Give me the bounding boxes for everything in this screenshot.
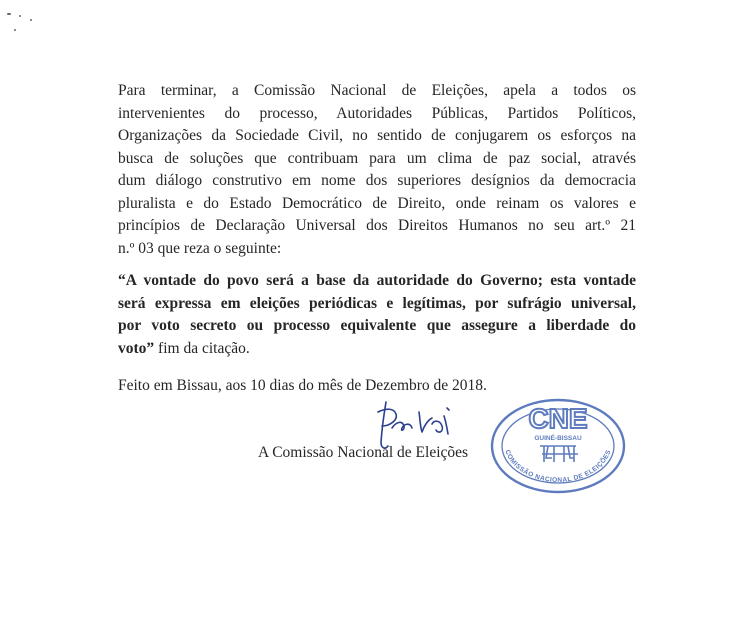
official-stamp [488,398,628,496]
closing-line: Feito em Bissau, aos 10 dias do mês de Dezembro de 2018. [118,377,487,394]
text-line: Organizações da Sociedade Civil, no sentido de conjugarem os esforços na [118,127,636,144]
signatory-name: A Comissão Nacional de Eleições [258,444,469,461]
text-line: Para terminar, a Comissão Nacional de Eleições, apela a todos os [118,82,636,99]
text-line: busca de soluções que contribuam para um clima de paz social, através [118,149,636,167]
quote-line: será expressa em eleições periódicas e legítimas, por sufrágio universal, [118,294,636,312]
quote-line: voto” [118,339,155,357]
text-line: intervenientes do processo, Autoridades Públicas, Partidos Políticos, [118,104,636,122]
quotation-paragraph [118,270,636,360]
place-date-line [118,375,636,398]
stamp-emblem [540,446,578,462]
scan-speck [14,29,16,31]
stamp-logo-text: CNE [528,403,588,434]
scan-speck [30,19,32,21]
quote-line: “A vontade do povo será a base da autoridade do Governo; esta vontade [118,272,636,289]
scan-speck [7,13,11,15]
scan-speck [19,15,21,17]
quote-end-text: fim da citação. [154,339,250,357]
text-line: dum diálogo construtivo em nome dos superiores desígnios da democracia [118,172,636,189]
signatory-line [258,443,468,463]
stamp-country-text: GUINÉ-BISSAU [534,435,582,442]
stamp-ring-text: COMISSÃO NACIONAL DE ELEIÇÕES [503,448,613,485]
quote-line: por voto secreto ou processo equivalente que assegure a liberdade do [118,317,636,334]
quote-last-line [118,338,636,361]
text-line: pluralista e do Estado Democrático de Direito, onde reinam os valores e [118,194,636,212]
text-line: princípios de Declaração Universal dos Direitos Humanos no seu art.º 21 [118,217,636,234]
closing-appeal-paragraph [118,80,636,260]
text-line: n.º 03 que reza o seguinte: [118,239,282,257]
